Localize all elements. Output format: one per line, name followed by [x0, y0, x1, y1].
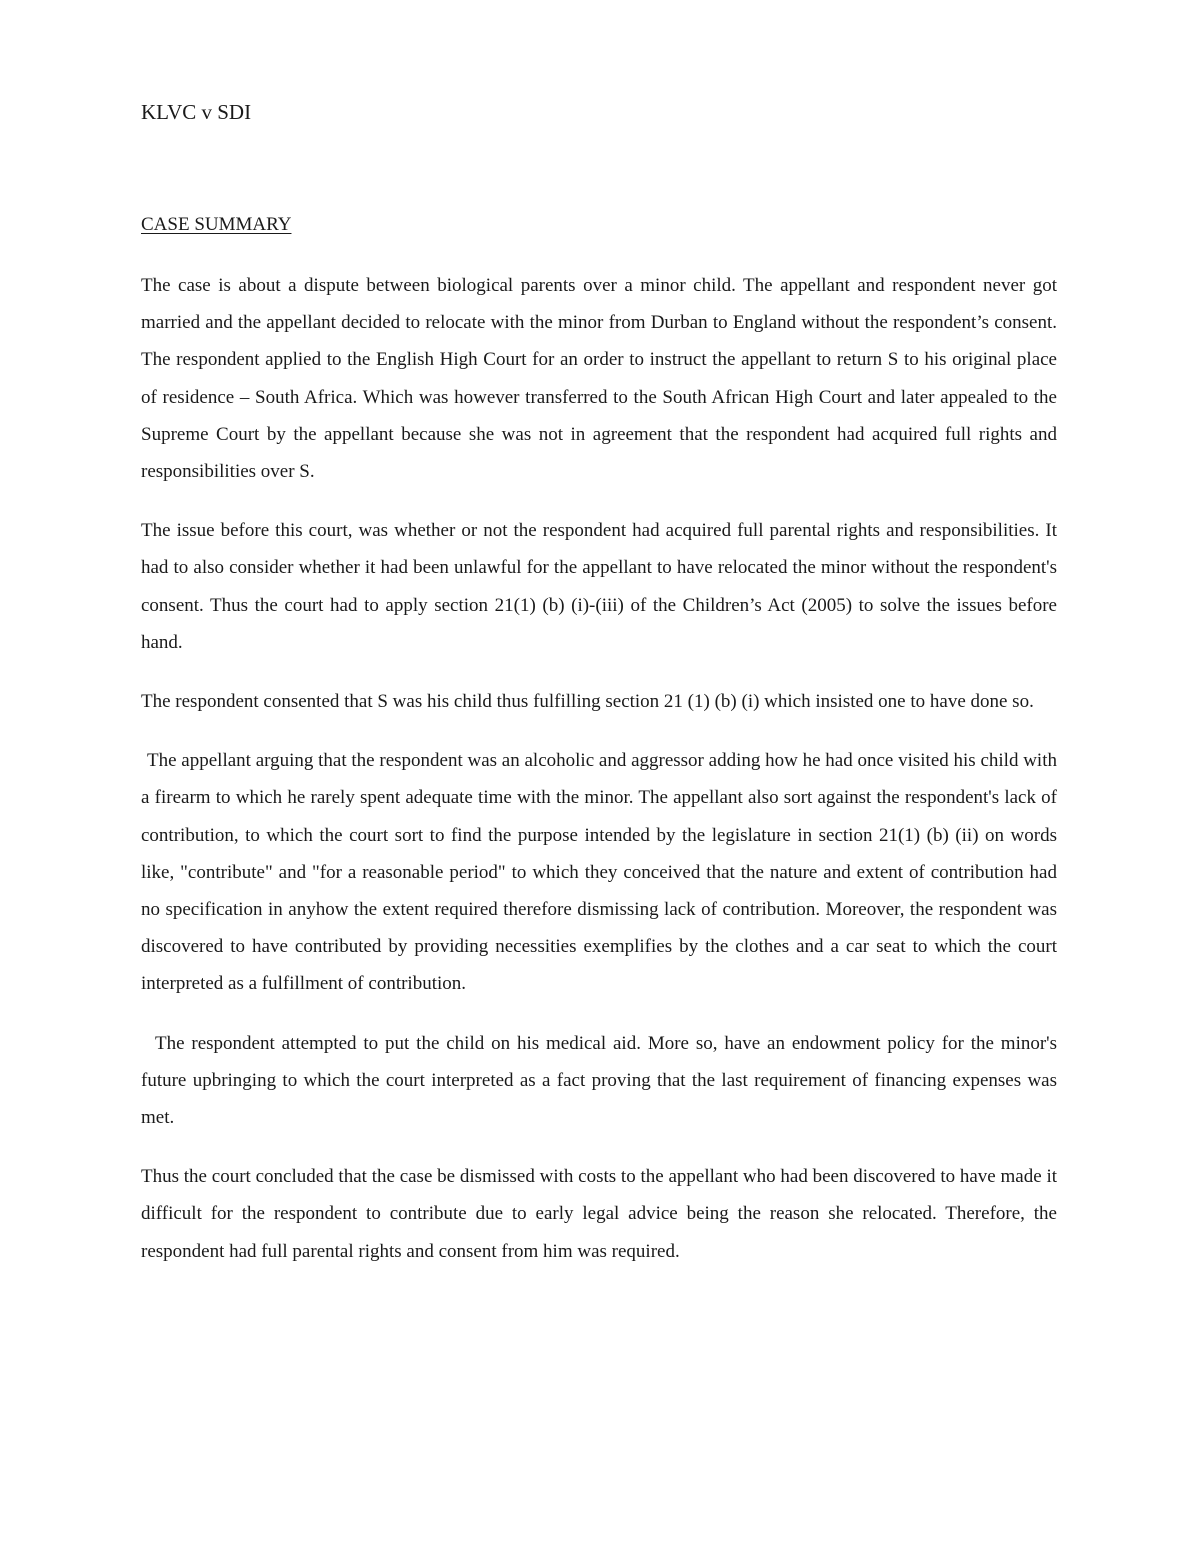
paragraph-appellant-argument: The appellant arguing that the respondent was an alcoholic and aggressor adding how he had once visited his child with a firearm to which he rarely spent adequate time with the minor. The appellant also sort against the respondent's lack of contribution, to which the court sort to find the purpose intended by the legislature in section 21(1) (b) (ii) on words like, "contribute" and "for a reasonable period" to which they conceived that the nature and extent of contribution had no specification in anyhow the extent required therefore dismissing lack of contribution. Moreover, the respondent was discovered to have contributed by providing necessities exemplifies by the clothes and a car seat to which the court interpreted as a fulfillment of contribution.	[141, 750, 1057, 995]
paragraph-conclusion: Thus the court concluded that the case be dismissed with costs to the appellant who had been discovered to have made it difficult for the respondent to contribute due to early legal advice being the reason she relocated. Therefore, the respondent had full parental rights and consent from him was required.	[141, 1166, 1057, 1262]
document-body	[141, 267, 1057, 1292]
paragraph-issue: The issue before this court, was whether or not the respondent had acquired full parental rights and responsibilities. It had to also consider whether it had been unlawful for the appellant to have relocated the minor without the respondent's consent. Thus the court had to apply section 21(1) (b) (i)-(iii) of the Children’s Act (2005) to solve the issues before hand.	[141, 520, 1057, 653]
paragraph-consent: The respondent consented that S was his child thus fulfilling section 21 (1) (b) (i) which insisted one to have done so.	[141, 691, 1034, 713]
paragraph-medical-aid: The respondent attempted to put the child on his medical aid. More so, have an endowment policy for the minor's future upbringing to which the court interpreted as a fact proving that the last requirement of financing expenses was met.	[141, 1032, 1057, 1129]
paragraph-case-background: The case is about a dispute between biological parents over a minor child. The appellant and respondent never got married and the appellant decided to relocate with the minor from Durban to England without the respondent’s consent. The respondent applied to the English High Court for an order to instruct the appellant to return S to his original place of residence – South Africa. Which was however transferred to the South African High Court and later appealed to the Supreme Court by the appellant because she was not in agreement that the respondent had acquired full rights and responsibilities over S.	[141, 275, 1057, 483]
case-title: KLVC v SDI	[141, 100, 252, 124]
section-heading: CASE SUMMARY	[141, 214, 292, 235]
